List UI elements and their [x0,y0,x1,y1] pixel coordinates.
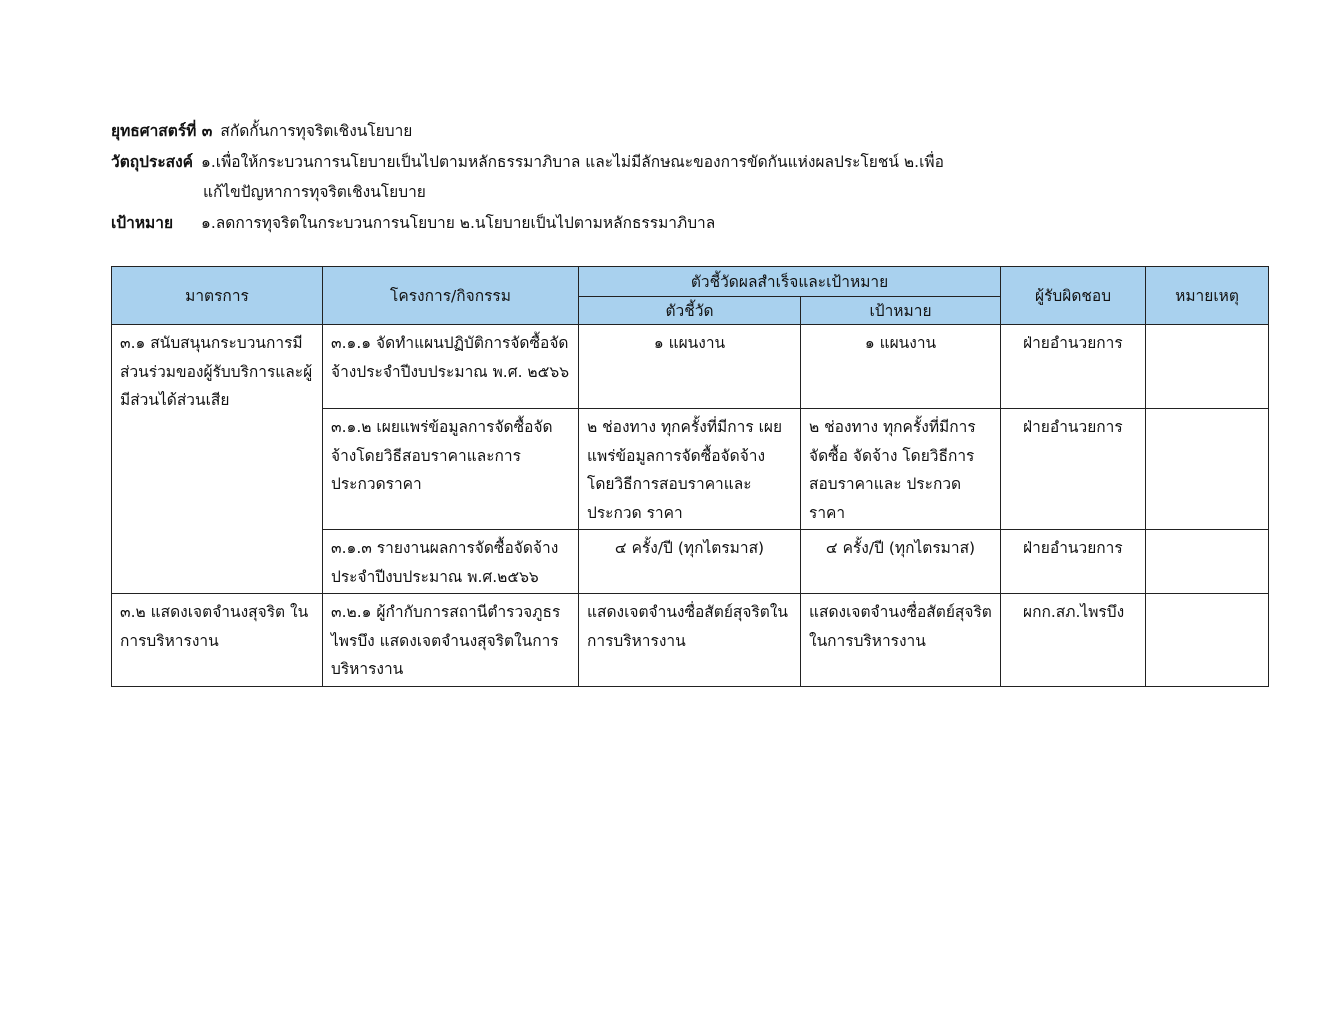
strategy-text: สกัดกั้นการทุจริตเชิงนโยบาย [220,122,413,140]
header-indicator: ตัวชี้วัด [579,297,801,325]
header-responsible: ผู้รับผิดชอบ [1001,267,1146,325]
indicator-cell: ๑ แผนงาน [579,325,801,409]
objective-text-line2: แก้ไขปัญหาการทุจริตเชิงนโยบาย [203,183,426,201]
strategy-line [111,116,1261,147]
project-cell: ๓.๑.๑ จัดทำแผนปฏิบัติการจัดซื้อจัดจ้างประจำปีงบประมาณ พ.ศ. ๒๕๖๖ [323,325,579,409]
header-project: โครงการ/กิจกรรม [323,267,579,325]
measure-cell: ๓.๑ สนับสนุนกระบวนการมีส่วนร่วมของผู้รับบริการและผู้มีส่วนได้ส่วนเสีย [112,325,323,594]
target-cell: ๒ ช่องทาง ทุกครั้งที่มีการจัดซื้อ จัดจ้าง โดยวิธีการสอบราคาและ ประกวดราคา [801,409,1001,530]
responsible-cell: ฝ่ายอำนวยการ [1001,325,1146,409]
measure-cell: ๓.๒ แสดงเจตจำนงสุจริต ใน การบริหารงาน [112,594,323,687]
header-kpi-group: ตัวชี้วัดผลสำเร็จและเป้าหมาย [579,267,1001,297]
responsible-cell: ฝ่ายอำนวยการ [1001,409,1146,530]
remark-cell [1146,325,1269,409]
strategy-label: ยุทธศาสตร์ที่ ๓ [111,122,213,140]
header-target: เป้าหมาย [801,297,1001,325]
target-cell: แสดงเจตจำนงซื่อสัตย์สุจริตในการบริหารงาน [801,594,1001,687]
table-row [112,594,1269,687]
objective-line [111,147,1261,178]
strategy-table [111,266,1269,687]
target-cell: ๔ ครั้ง/ปี (ทุกไตรมาส) [801,530,1001,594]
target-cell: ๑ แผนงาน [801,325,1001,409]
remark-cell [1146,530,1269,594]
project-cell: ๓.๑.๒ เผยแพร่ข้อมูลการจัดซื้อจัดจ้างโดยวิธีสอบราคาและการประกวดราคา [323,409,579,530]
project-cell: ๓.๒.๑ ผู้กำกับการสถานีตำรวจภูธรไพรบึง แสดงเจตจำนงสุจริตในการบริหารงาน [323,594,579,687]
indicator-cell: ๒ ช่องทาง ทุกครั้งที่มีการ เผยแพร่ข้อมูลการจัดซื้อจัดจ้างโดยวิธีการสอบราคาและ ประกวด ราคา [579,409,801,530]
responsible-cell: ผกก.สภ.ไพรบึง [1001,594,1146,687]
header-remark: หมายเหตุ [1146,267,1269,325]
indicator-cell: ๔ ครั้ง/ปี (ทุกไตรมาส) [579,530,801,594]
responsible-cell: ฝ่ายอำนวยการ [1001,530,1146,594]
indicator-cell: แสดงเจตจำนงซื่อสัตย์สุจริตในการบริหารงาน [579,594,801,687]
objective-text-line1: ๑.เพื่อให้กระบวนการนโยบายเป็นไปตามหลักธรรมาภิบาล และไม่มีลักษณะของการขัดกันแห่งผลประโยชน์ ๒.เพื่อ [201,152,944,171]
target-label: เป้าหมาย [111,213,174,232]
objective-label: วัตถุประสงค์ [111,152,194,171]
document-header [111,116,1261,238]
header-measure: มาตรการ [112,267,323,325]
table-row [112,325,1269,409]
target-line [111,208,1261,239]
remark-cell [1146,409,1269,530]
project-cell: ๓.๑.๓ รายงานผลการจัดซื้อจัดจ้างประจำปีงบประมาณ พ.ศ.๒๕๖๖ [323,530,579,594]
target-text: ๑.ลดการทุจริตในกระบวนการนโยบาย ๒.นโยบายเป็นไปตามหลักธรรมาภิบาล [201,213,716,232]
remark-cell [1146,594,1269,687]
